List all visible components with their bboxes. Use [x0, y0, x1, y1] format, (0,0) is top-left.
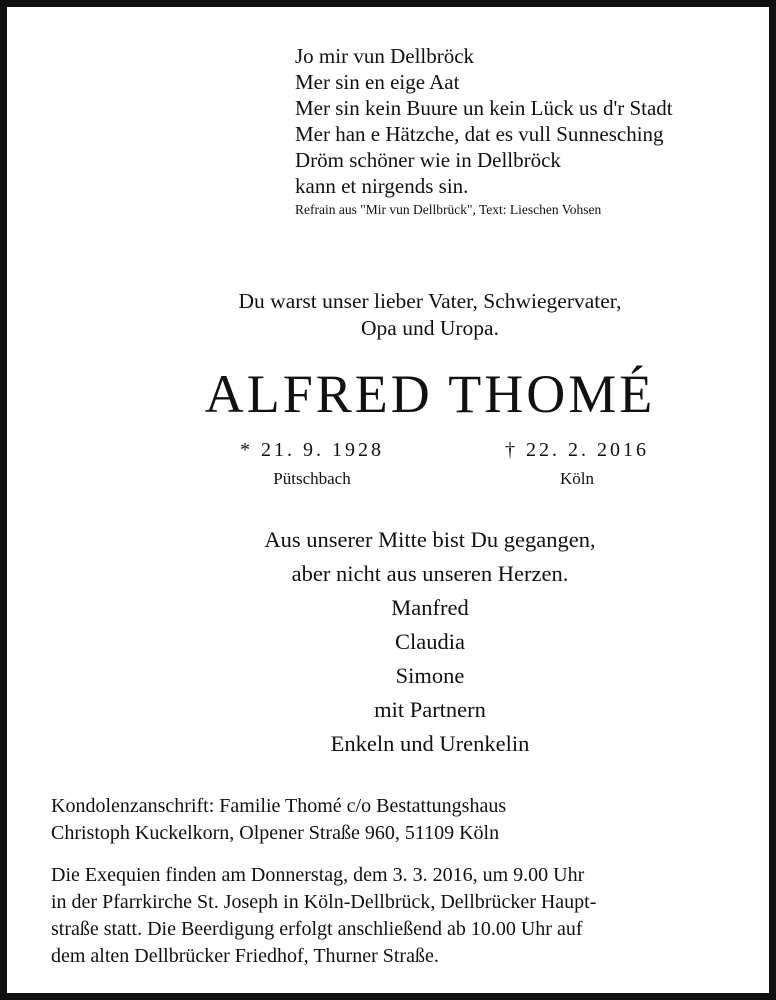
death-info — [497, 437, 657, 491]
intro-text — [7, 288, 769, 342]
poem-block — [295, 43, 765, 219]
intro-line: Opa und Uropa. — [361, 316, 499, 340]
mourner-name: Manfred — [391, 595, 469, 620]
death-place: Köln — [560, 469, 594, 488]
poem-credit: Refrain aus "Mir vun Dellbrück", Text: Lieschen Vohsen — [295, 202, 602, 217]
birth-info — [237, 437, 387, 491]
service-details — [51, 862, 741, 970]
intro-line: Du warst unser lieber Vater, Schwiegervater, — [238, 289, 622, 313]
condolence-line: Christoph Kuckelkorn, Olpener Straße 960, 51109 Köln — [51, 822, 500, 844]
death-date: † 22. 2. 2016 — [505, 439, 649, 461]
deceased-name: ALFRED THOMÉ — [204, 364, 656, 424]
service-line: dem alten Dellbrücker Friedhof, Thurner Straße. — [51, 945, 439, 967]
poem-line: Jo mir vun Dellbröck — [295, 44, 475, 68]
condolence-line: Kondolenzanschrift: Familie Thomé c/o Bestattungshaus — [51, 795, 507, 817]
condolence-address — [51, 793, 506, 847]
mourner-name: Claudia — [395, 629, 465, 654]
poem-line: kann et nirgends sin. — [295, 174, 469, 198]
poem-line: Mer han e Hätzche, dat es vull Sunnesching — [295, 122, 664, 146]
mourners-verse — [7, 523, 769, 761]
birth-place: Pütschbach — [273, 469, 351, 488]
service-line: Die Exequien finden am Donnerstag, dem 3. 3. 2016, um 9.00 Uhr — [51, 864, 585, 886]
service-line: in der Pfarrkirche St. Joseph in Köln-Dellbrück, Dellbrücker Haupt- — [51, 891, 597, 913]
poem-line: Mer sin en eige Aat — [295, 70, 460, 94]
mourner-name: Simone — [395, 663, 465, 688]
poem-line: Mer sin kein Buure un kein Lück us d'r Stadt — [295, 96, 673, 120]
poem-line: Dröm schöner wie in Dellbröck — [295, 148, 561, 172]
service-line: straße statt. Die Beerdigung erfolgt anschließend ab 10.00 Uhr auf — [51, 918, 583, 940]
verse-line: aber nicht aus unseren Herzen. — [291, 561, 569, 586]
mourner-name: mit Partnern — [374, 697, 486, 722]
verse-line: Aus unserer Mitte bist Du gegangen, — [264, 527, 596, 552]
birth-date: * 21. 9. 1928 — [240, 439, 384, 461]
mourner-name: Enkeln und Urenkelin — [330, 731, 530, 756]
